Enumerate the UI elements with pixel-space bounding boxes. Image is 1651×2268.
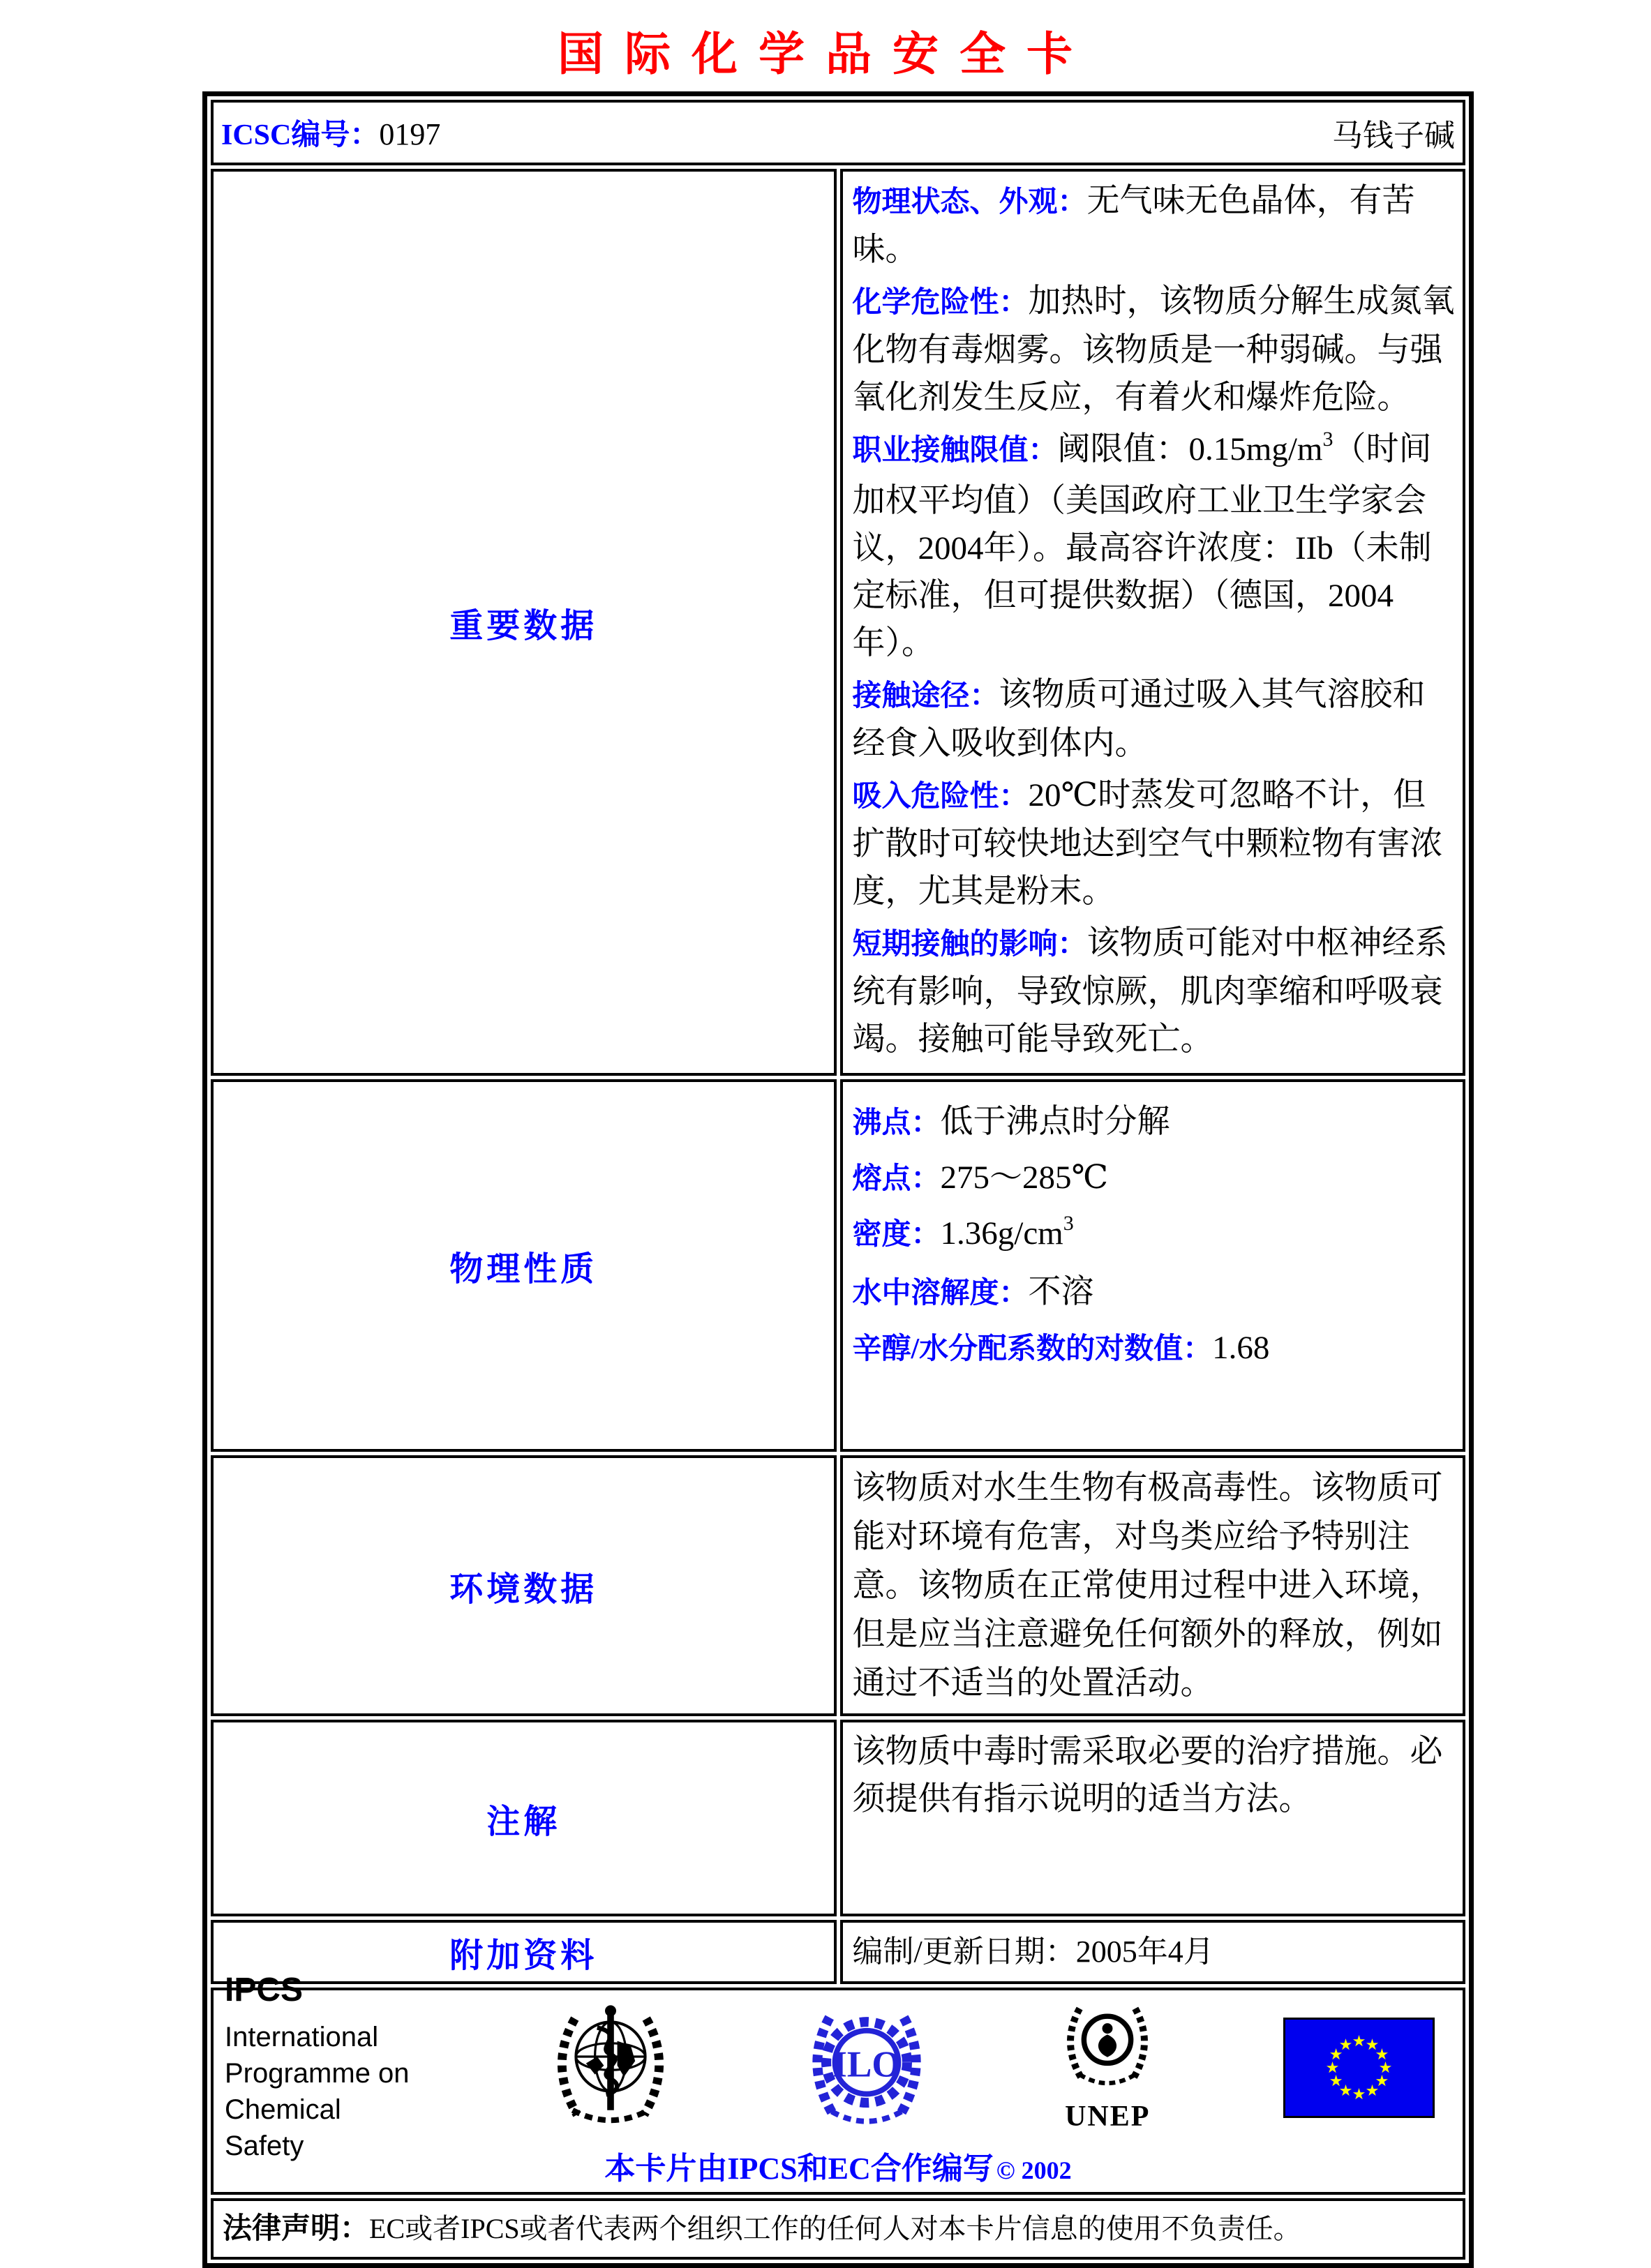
important-data-content: [840, 169, 1466, 1076]
logos-row: [211, 1988, 1465, 2195]
physical-state-row: [853, 177, 1456, 273]
density-value: 1.36g/cm: [940, 1215, 1063, 1252]
chemical-hazard-label: 化学危险性：: [852, 287, 1029, 319]
copyright: © 2002: [996, 2156, 1072, 2184]
environmental-data-row: [211, 1455, 1465, 1716]
physical-state-label: 物理状态、外观：: [852, 186, 1087, 218]
ilo-logo-icon: [801, 2002, 932, 2133]
inhalation-risk-row: [853, 772, 1456, 915]
log-pow-row: [853, 1321, 1456, 1376]
melting-point-label: 熔点：: [852, 1163, 941, 1195]
section-label-physical-properties: 物理性质: [211, 1079, 837, 1452]
exposure-routes-row: [853, 671, 1456, 767]
section-label-important-data: 重要数据: [211, 169, 837, 1076]
page-title: 国际化学品安全卡: [558, 28, 1093, 80]
notes-content: 该物质中毒时需采取必要的治疗措施。必须提供有指示说明的适当方法。: [840, 1720, 1466, 1916]
cooperation-note-text: 本卡片由IPCS和EC合作编写: [604, 2151, 994, 2186]
water-solubility-row: [853, 1265, 1456, 1321]
density-superscript: 3: [1063, 1212, 1074, 1235]
section-label-environmental-data: 环境数据: [211, 1455, 837, 1716]
card-header-row: [211, 100, 1465, 165]
unep-logo: [1055, 2002, 1160, 2133]
legal-notice-row: [211, 2198, 1465, 2260]
exposure-limit-superscript: 3: [1322, 428, 1334, 451]
short-term-effects-value: 该物质可能对中枢神经系统有影响，导致惊厥，肌肉挛缩和呼吸衰竭。接触可能导致死亡。: [852, 925, 1448, 1058]
exposure-limit-value-post: （时间加权平均值）（美国政府工业卫生学家会议，2004年）。最高容许浓度：IIb（未制定标准，但可提供数据）（德国，2004年）。: [852, 431, 1432, 661]
melting-point-value: 275～285℃: [940, 1159, 1109, 1196]
density-label: 密度：: [852, 1219, 941, 1251]
water-solubility-value: 不溶: [1028, 1274, 1094, 1310]
who-logo-icon: [544, 2001, 678, 2135]
ipcs-wordmark: [225, 1971, 420, 2164]
boiling-point-label: 沸点：: [852, 1107, 941, 1139]
exposure-routes-value: 该物质可通过吸入其气溶胶和经食入吸收到体内。: [852, 677, 1426, 762]
update-date-value: 2005年4月: [1075, 1935, 1214, 1969]
ilo-logo-text: ILO: [832, 2043, 901, 2085]
exposure-limit-row: [853, 426, 1456, 667]
physical-properties-content: [840, 1079, 1466, 1452]
log-pow-label: 辛醇/水分配系数的对数值：: [852, 1333, 1213, 1365]
ipcs-line-3: Chemical Safety: [225, 2094, 341, 2161]
water-solubility-label: 水中溶解度：: [852, 1277, 1029, 1309]
chemical-hazard-value: 加热时，该物质分解生成氮氧化物有毒烟雾。该物质是一种弱碱。与强氧化剂发生反应，有着火和爆炸危险。: [852, 283, 1455, 416]
legal-notice-label: 法律声明：: [223, 2213, 370, 2245]
legal-notice-cell: [211, 2198, 1465, 2260]
section-label-additional-info: 附加资料: [211, 1920, 837, 1984]
icsc-card-table: [202, 91, 1474, 2268]
melting-point-row: [853, 1150, 1456, 1206]
unep-logo-text: UNEP: [1065, 2101, 1151, 2133]
ipcs-line-2: Programme on: [225, 2058, 410, 2089]
additional-info-content: [840, 1920, 1466, 1984]
exposure-limit-value-pre: 阈限值：0.15mg/m: [1057, 431, 1323, 467]
chemical-name: 马钱子碱: [1332, 119, 1455, 153]
ipcs-line-1: International: [225, 2022, 379, 2052]
card-header-cell: [211, 100, 1465, 165]
environmental-data-content: 该物质对水生生物有极高毒性。该物质可能对环境有危害，对鸟类应给予特别注意。该物质在正常使用过程中进入环境，但是应当注意避免任何额外的释放，例如通过不适当的处置活动。: [840, 1455, 1466, 1716]
ipcs-acronym: IPCS: [225, 1972, 304, 2008]
boiling-point-value: 低于沸点时分解: [940, 1104, 1170, 1140]
update-date-label: 编制/更新日期：: [852, 1935, 1076, 1969]
density-row: [853, 1206, 1456, 1265]
unep-logo-icon: [1055, 2002, 1160, 2101]
icsc-number: [221, 112, 440, 153]
physical-state-value: 无气味无色晶体，有苦味。: [852, 183, 1415, 268]
chemical-hazard-row: [853, 278, 1456, 421]
important-data-row: [211, 169, 1465, 1076]
legal-notice-text: EC或者IPCS或者代表两个组织工作的任何人对本卡片信息的使用不负责任。: [369, 2213, 1301, 2244]
boiling-point-row: [853, 1095, 1456, 1150]
short-term-effects-row: [853, 919, 1456, 1063]
short-term-effects-label: 短期接触的影响：: [852, 929, 1087, 961]
logos-cell: [211, 1972, 1465, 2195]
exposure-limit-label: 职业接触限值：: [852, 435, 1058, 467]
log-pow-value: 1.68: [1212, 1330, 1270, 1366]
inhalation-risk-label: 吸入危险性：: [852, 781, 1029, 813]
physical-properties-row: [211, 1079, 1465, 1452]
exposure-routes-label: 接触途径：: [852, 680, 999, 712]
inhalation-risk-value: 20℃时蒸发可忽略不计，但扩散时可较快地达到空气中颗粒物有害浓度，尤其是粉末。: [852, 777, 1443, 910]
notes-row: [211, 1720, 1465, 1916]
icsc-number-value: 0197: [379, 117, 441, 151]
eu-flag-icon: [1283, 2018, 1435, 2118]
icsc-number-label: ICSC编号：: [221, 119, 380, 151]
section-label-notes: 注解: [211, 1720, 837, 1916]
